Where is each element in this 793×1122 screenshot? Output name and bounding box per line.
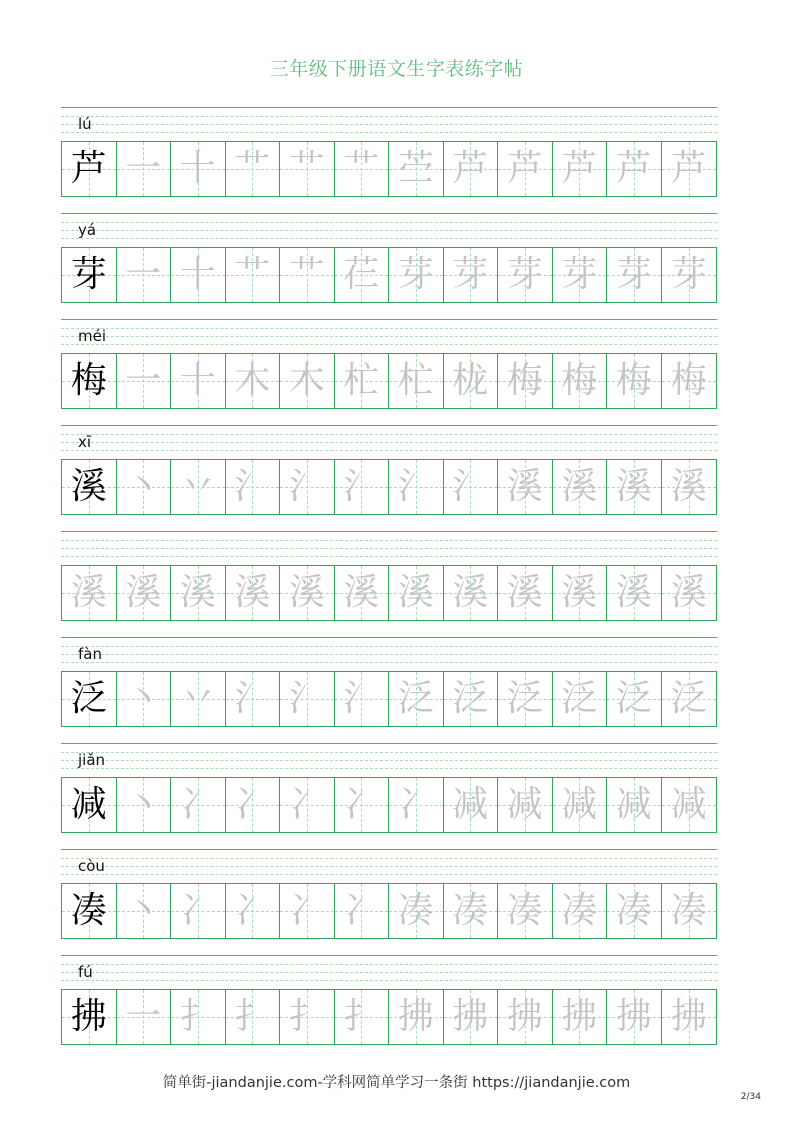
trace-character: 梅	[670, 360, 707, 401]
trace-cell	[553, 142, 608, 196]
trace-character: 氵	[234, 678, 271, 719]
trace-cell	[444, 884, 499, 938]
trace-character: 溪	[70, 572, 107, 613]
trace-cell	[117, 460, 172, 514]
trace-character: 溪	[288, 572, 325, 613]
trace-character: 丶	[125, 890, 162, 931]
trace-cell	[117, 354, 172, 408]
trace-cell	[553, 566, 608, 620]
trace-cell	[171, 142, 226, 196]
model-character: 减	[70, 784, 107, 825]
trace-cell	[226, 354, 281, 408]
trace-character: 凑	[561, 890, 598, 931]
tian-zi-grid	[61, 459, 717, 515]
tian-zi-grid	[61, 989, 717, 1045]
trace-character: 泛	[452, 678, 489, 719]
trace-cell	[280, 884, 335, 938]
trace-cell	[607, 248, 662, 302]
trace-cell	[335, 884, 390, 938]
trace-character: 拂	[397, 996, 434, 1037]
trace-cell	[226, 248, 281, 302]
trace-cell	[498, 248, 553, 302]
trace-cell	[280, 460, 335, 514]
trace-character: 栊	[452, 360, 489, 401]
tian-zi-grid	[61, 671, 717, 727]
pinyin-guide-lines	[61, 319, 717, 351]
trace-character: 艹	[288, 148, 325, 189]
model-character-cell	[62, 778, 117, 832]
trace-character: 一	[125, 148, 162, 189]
trace-cell	[280, 672, 335, 726]
trace-cell	[498, 354, 553, 408]
trace-character: 丷	[179, 466, 216, 507]
trace-cell	[553, 672, 608, 726]
trace-cell	[607, 884, 662, 938]
trace-character: 溪	[506, 466, 543, 507]
pinyin-guide-lines	[61, 425, 717, 457]
trace-character: 芽	[670, 254, 707, 295]
trace-cell	[444, 778, 499, 832]
trace-character: 梅	[615, 360, 652, 401]
trace-character: 泛	[670, 678, 707, 719]
trace-cell	[662, 884, 717, 938]
page-number: 2/34	[740, 1092, 761, 1102]
trace-cell	[444, 248, 499, 302]
trace-cell	[553, 778, 608, 832]
trace-character: 氵	[234, 466, 271, 507]
trace-character: 芽	[452, 254, 489, 295]
trace-cell	[444, 142, 499, 196]
trace-cell	[335, 460, 390, 514]
trace-character: 减	[670, 784, 707, 825]
trace-character: 丷	[179, 678, 216, 719]
trace-character: 溪	[506, 572, 543, 613]
trace-character: 凑	[615, 890, 652, 931]
trace-cell	[226, 142, 281, 196]
tian-zi-grid	[61, 353, 717, 409]
trace-character: 十	[179, 148, 216, 189]
pinyin-label: jiǎn	[78, 751, 106, 769]
trace-character: 溪	[179, 572, 216, 613]
trace-cell	[335, 778, 390, 832]
pinyin-label: méi	[78, 327, 107, 345]
trace-cell	[171, 778, 226, 832]
trace-cell	[335, 248, 390, 302]
trace-character: 艹	[234, 254, 271, 295]
trace-character: 芽	[561, 254, 598, 295]
model-character: 梅	[70, 360, 107, 401]
practice-row	[61, 849, 717, 941]
trace-cell	[662, 990, 717, 1044]
trace-cell	[553, 990, 608, 1044]
trace-cell	[335, 566, 390, 620]
trace-cell	[607, 672, 662, 726]
footer-text: 简单街-jiandanjie.com-学科网简单学习一条街 https://jiandanjie.com	[162, 1075, 631, 1091]
trace-cell	[389, 778, 444, 832]
trace-cell	[280, 778, 335, 832]
trace-cell	[226, 778, 281, 832]
pinyin-label: yá	[78, 221, 97, 239]
pinyin-guide-lines	[61, 107, 717, 139]
model-character-cell	[62, 884, 117, 938]
trace-cell	[662, 672, 717, 726]
trace-cell	[607, 990, 662, 1044]
trace-cell	[553, 884, 608, 938]
trace-character: 十	[179, 254, 216, 295]
trace-character: 木	[288, 360, 325, 401]
trace-character: 苎	[397, 148, 434, 189]
trace-cell	[389, 884, 444, 938]
trace-character: 氵	[288, 466, 325, 507]
trace-character: 溪	[452, 572, 489, 613]
trace-cell	[389, 142, 444, 196]
trace-cell	[498, 990, 553, 1044]
model-character-cell	[62, 672, 117, 726]
trace-character: 溪	[125, 572, 162, 613]
trace-cell	[389, 248, 444, 302]
trace-character: 凑	[506, 890, 543, 931]
trace-cell	[607, 778, 662, 832]
trace-character: 芦	[670, 148, 707, 189]
trace-cell	[171, 884, 226, 938]
trace-character: 丶	[125, 784, 162, 825]
pinyin-label: còu	[78, 857, 105, 875]
model-character: 芦	[70, 148, 107, 189]
practice-row	[61, 425, 717, 517]
tian-zi-grid	[61, 141, 717, 197]
trace-character: 杧	[397, 360, 434, 401]
trace-cell	[389, 672, 444, 726]
pinyin-guide-lines	[61, 955, 717, 987]
model-character-cell	[62, 460, 117, 514]
pinyin-guide-lines	[61, 849, 717, 881]
trace-cell	[335, 990, 390, 1044]
model-character-cell	[62, 990, 117, 1044]
tian-zi-grid	[61, 777, 717, 833]
trace-cell	[280, 248, 335, 302]
trace-character: 拂	[670, 996, 707, 1037]
practice-row	[61, 213, 717, 305]
trace-character: 艹	[288, 254, 325, 295]
trace-character: 芽	[397, 254, 434, 295]
trace-character: 拂	[561, 996, 598, 1037]
trace-character: 扌	[179, 996, 216, 1037]
trace-cell	[553, 460, 608, 514]
trace-character: 溪	[561, 466, 598, 507]
trace-cell	[171, 354, 226, 408]
pinyin-guide-lines	[61, 743, 717, 775]
model-character-cell	[62, 248, 117, 302]
trace-character: 溪	[397, 572, 434, 613]
trace-cell	[444, 354, 499, 408]
trace-cell	[171, 990, 226, 1044]
trace-character: 溪	[561, 572, 598, 613]
tian-zi-grid	[61, 247, 717, 303]
trace-character: 扌	[288, 996, 325, 1037]
trace-character: 氵	[343, 678, 380, 719]
trace-cell	[389, 460, 444, 514]
trace-character: 艹	[234, 148, 271, 189]
practice-row	[61, 319, 717, 411]
practice-row	[61, 743, 717, 835]
practice-row	[61, 107, 717, 199]
pinyin-label: lú	[78, 115, 92, 133]
model-character: 凑	[70, 890, 107, 931]
trace-cell	[226, 566, 281, 620]
trace-cell	[117, 884, 172, 938]
trace-cell	[280, 142, 335, 196]
trace-character: 冫	[288, 784, 325, 825]
trace-cell	[171, 460, 226, 514]
trace-character: 冫	[179, 784, 216, 825]
trace-cell	[280, 990, 335, 1044]
trace-character: 泛	[561, 678, 598, 719]
trace-character: 减	[452, 784, 489, 825]
trace-cell	[662, 248, 717, 302]
pinyin-label: xī	[78, 433, 92, 451]
trace-character: 冫	[343, 890, 380, 931]
trace-character: 拂	[615, 996, 652, 1037]
trace-character: 冫	[288, 890, 325, 931]
model-character-cell	[62, 142, 117, 196]
trace-character: 冫	[343, 784, 380, 825]
trace-character: 冫	[179, 890, 216, 931]
trace-cell	[117, 142, 172, 196]
trace-character: 一	[125, 996, 162, 1037]
trace-cell	[389, 990, 444, 1044]
trace-character: 泛	[506, 678, 543, 719]
trace-character: 梅	[561, 360, 598, 401]
trace-character: 芢	[343, 254, 380, 295]
trace-cell	[607, 460, 662, 514]
trace-character: 氵	[452, 466, 489, 507]
trace-cell	[335, 672, 390, 726]
trace-character: 扌	[343, 996, 380, 1037]
pinyin-label: fàn	[78, 645, 102, 663]
trace-character: 溪	[615, 466, 652, 507]
trace-cell	[117, 778, 172, 832]
trace-cell	[226, 460, 281, 514]
pinyin-guide-lines	[61, 637, 717, 669]
model-character: 芽	[70, 254, 107, 295]
trace-character: 凑	[670, 890, 707, 931]
trace-cell	[335, 354, 390, 408]
trace-cell	[171, 566, 226, 620]
trace-cell	[498, 566, 553, 620]
trace-character: 扌	[234, 996, 271, 1037]
trace-character: 梅	[506, 360, 543, 401]
trace-cell	[444, 672, 499, 726]
trace-character: 溪	[234, 572, 271, 613]
trace-character: 氵	[397, 466, 434, 507]
trace-cell	[171, 672, 226, 726]
trace-cell	[226, 884, 281, 938]
practice-row	[61, 955, 717, 1047]
pinyin-guide-lines	[61, 213, 717, 245]
practice-row	[61, 531, 717, 623]
trace-cell	[553, 354, 608, 408]
model-character-cell	[62, 354, 117, 408]
trace-character: 氵	[343, 466, 380, 507]
trace-character: 丶	[125, 678, 162, 719]
trace-cell	[444, 566, 499, 620]
trace-cell	[226, 672, 281, 726]
trace-character: 拂	[506, 996, 543, 1037]
trace-cell	[117, 248, 172, 302]
trace-character: 减	[561, 784, 598, 825]
trace-character: 芽	[506, 254, 543, 295]
trace-cell	[117, 672, 172, 726]
trace-character: 减	[506, 784, 543, 825]
model-character: 泛	[70, 678, 107, 719]
model-character: 拂	[70, 996, 107, 1037]
tian-zi-grid	[61, 565, 717, 621]
trace-character: 拂	[452, 996, 489, 1037]
trace-cell	[662, 142, 717, 196]
trace-cell	[498, 884, 553, 938]
model-character: 溪	[70, 466, 107, 507]
trace-character: 芦	[452, 148, 489, 189]
trace-character: 芦	[615, 148, 652, 189]
trace-cell	[498, 778, 553, 832]
trace-character: 杧	[343, 360, 380, 401]
trace-cell	[62, 566, 117, 620]
trace-cell	[226, 990, 281, 1044]
trace-cell	[662, 566, 717, 620]
trace-character: 泛	[615, 678, 652, 719]
trace-character: 木	[234, 360, 271, 401]
trace-cell	[280, 566, 335, 620]
pinyin-guide-lines	[61, 531, 717, 563]
trace-character: 冫	[234, 784, 271, 825]
trace-cell	[389, 566, 444, 620]
trace-character: 溪	[670, 466, 707, 507]
trace-cell	[607, 142, 662, 196]
practice-row	[61, 637, 717, 729]
trace-cell	[117, 566, 172, 620]
trace-cell	[444, 460, 499, 514]
trace-cell	[498, 142, 553, 196]
trace-character: 冫	[234, 890, 271, 931]
trace-character: 一	[125, 254, 162, 295]
trace-character: 溪	[615, 572, 652, 613]
trace-cell	[280, 354, 335, 408]
trace-character: 芦	[506, 148, 543, 189]
trace-cell	[444, 990, 499, 1044]
trace-character: 一	[125, 360, 162, 401]
trace-character: 芽	[615, 254, 652, 295]
trace-cell	[335, 142, 390, 196]
tian-zi-grid	[61, 883, 717, 939]
trace-character: 十	[179, 360, 216, 401]
trace-cell	[662, 460, 717, 514]
trace-cell	[498, 672, 553, 726]
trace-character: 芦	[561, 148, 598, 189]
trace-character: 凑	[397, 890, 434, 931]
trace-character: 艹	[343, 148, 380, 189]
trace-cell	[662, 778, 717, 832]
trace-cell	[607, 566, 662, 620]
trace-character: 溪	[343, 572, 380, 613]
trace-cell	[498, 460, 553, 514]
trace-character: 丶	[125, 466, 162, 507]
trace-character: 氵	[288, 678, 325, 719]
trace-cell	[117, 990, 172, 1044]
pinyin-label: fú	[78, 963, 93, 981]
trace-cell	[662, 354, 717, 408]
trace-character: 泛	[397, 678, 434, 719]
trace-cell	[607, 354, 662, 408]
trace-character: 溪	[670, 572, 707, 613]
trace-character: 冫	[397, 784, 434, 825]
trace-character: 凑	[452, 890, 489, 931]
trace-cell	[171, 248, 226, 302]
trace-character: 减	[615, 784, 652, 825]
trace-cell	[389, 354, 444, 408]
page-title: 三年级下册语文生字表练字帖	[269, 58, 524, 80]
trace-cell	[553, 248, 608, 302]
